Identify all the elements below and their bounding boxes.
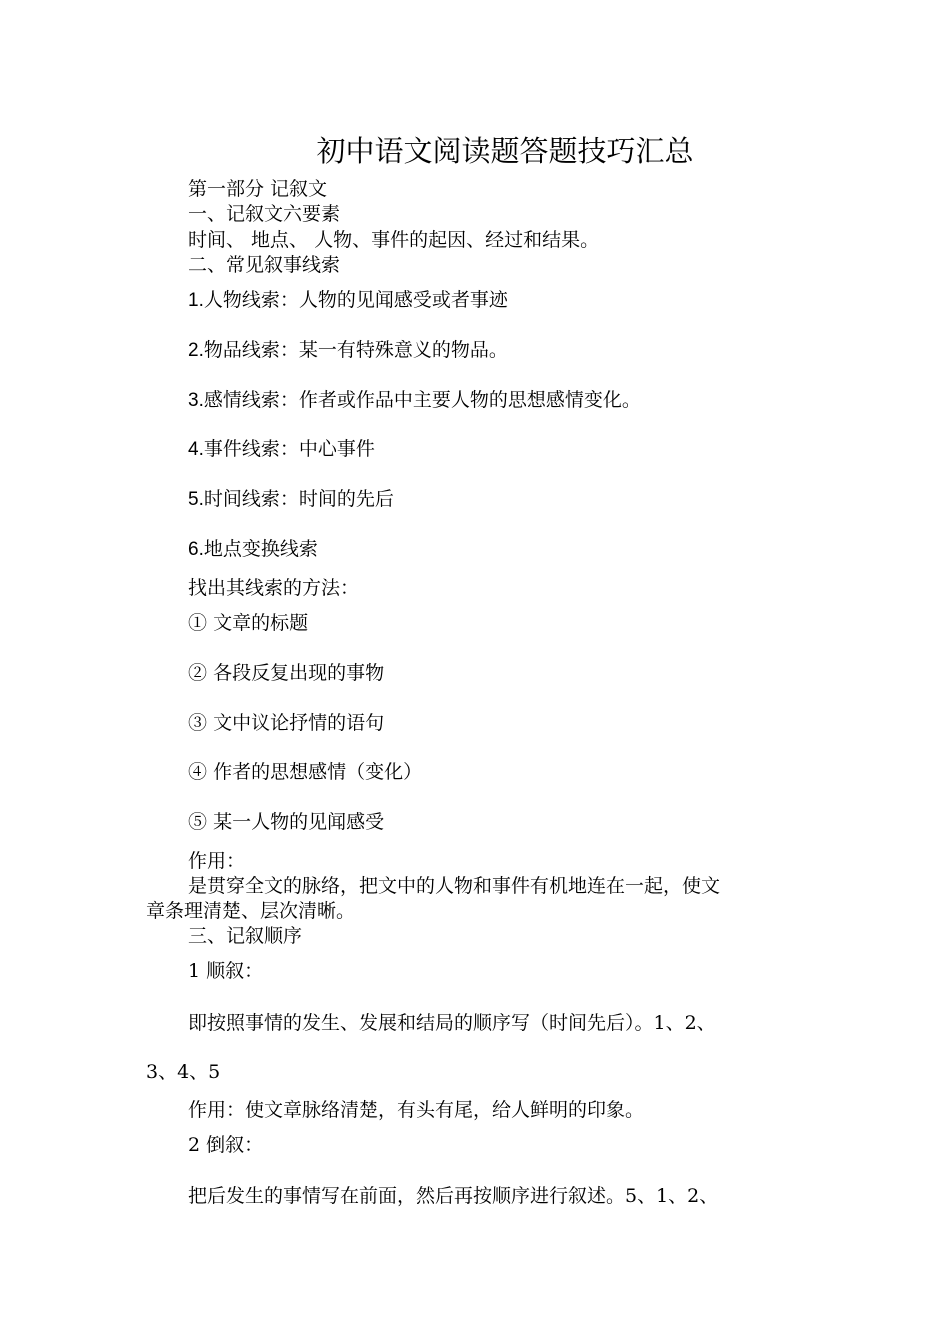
clue-item-text: 感情线索：作者或作品中主要人物的思想感情变化。 <box>203 389 641 411</box>
shunxu-desc-line2: 3、4、5 <box>146 1061 221 1083</box>
clue-item <box>188 388 641 413</box>
method-text: 某一人物的见闻感受 <box>213 811 385 833</box>
clue-item <box>188 338 508 363</box>
effect-text-line1: 是贯穿全文的脉络，把文中的人物和事件有机地连在一起，使文 <box>188 875 721 897</box>
clue-item-text: 时间线索：时间的先后 <box>203 488 394 510</box>
daoxu-desc-line1: 把后发生的事情写在前面，然后再按顺序进行叙述。5、1、2、 <box>188 1185 719 1207</box>
method-number-icon: ② <box>188 662 208 684</box>
clue-item-number: 4. <box>188 439 204 460</box>
shunxu-desc-line1: 即按照事情的发生、发展和结局的顺序写（时间先后）。1、2、 <box>188 1012 716 1034</box>
six-elements-text: 时间、 地点、 人物、事件的起因、经过和结果。 <box>188 229 600 251</box>
clue-item-text: 事件线索：中心事件 <box>203 438 375 460</box>
clue-item <box>188 437 375 462</box>
six-elements-heading: 一、记叙文六要素 <box>188 203 341 225</box>
method-number-icon: ④ <box>188 761 208 783</box>
method-number-icon: ⑤ <box>188 811 208 833</box>
clue-item <box>188 487 394 512</box>
method-text: 文中议论抒情的语句 <box>213 712 385 734</box>
method-item <box>188 711 384 735</box>
clue-item <box>188 288 508 313</box>
effect-label: 作用： <box>188 850 246 872</box>
clue-item-text: 物品线索：某一有特殊意义的物品。 <box>203 339 508 361</box>
method-number-icon: ① <box>188 612 208 634</box>
order-heading: 三、记叙顺序 <box>188 925 303 947</box>
clue-item-number: 2. <box>188 340 204 361</box>
clue-item-number: 5. <box>188 489 204 510</box>
method-text: 作者的思想感情（变化） <box>213 761 423 783</box>
document-title: 初中语文阅读题答题技巧汇总 <box>316 134 694 168</box>
clue-item-text: 人物线索：人物的见闻感受或者事迹 <box>203 289 508 311</box>
clues-heading: 二、常见叙事线索 <box>188 254 341 276</box>
method-item <box>188 810 384 834</box>
effect-text-line2: 章条理清楚、层次清晰。 <box>146 900 356 922</box>
method-text: 文章的标题 <box>213 612 309 634</box>
method-text: 各段反复出现的事物 <box>213 662 385 684</box>
method-item <box>188 661 384 685</box>
method-item <box>188 611 308 635</box>
daoxu-label: 2 倒叙： <box>188 1134 264 1156</box>
shunxu-effect: 作用：使文章脉络清楚，有头有尾，给人鲜明的印象。 <box>188 1099 645 1121</box>
clue-item-text: 地点变换线索 <box>203 538 318 560</box>
clue-item <box>188 537 318 562</box>
method-heading: 找出其线索的方法： <box>188 577 360 599</box>
clue-item-number: 3. <box>188 390 204 411</box>
clue-item-number: 6. <box>188 539 204 560</box>
clue-item-number: 1. <box>188 290 204 311</box>
part1-heading: 第一部分 记叙文 <box>188 178 328 200</box>
shunxu-label: 1 顺叙： <box>188 960 264 982</box>
method-item <box>188 760 422 784</box>
method-number-icon: ③ <box>188 712 208 734</box>
